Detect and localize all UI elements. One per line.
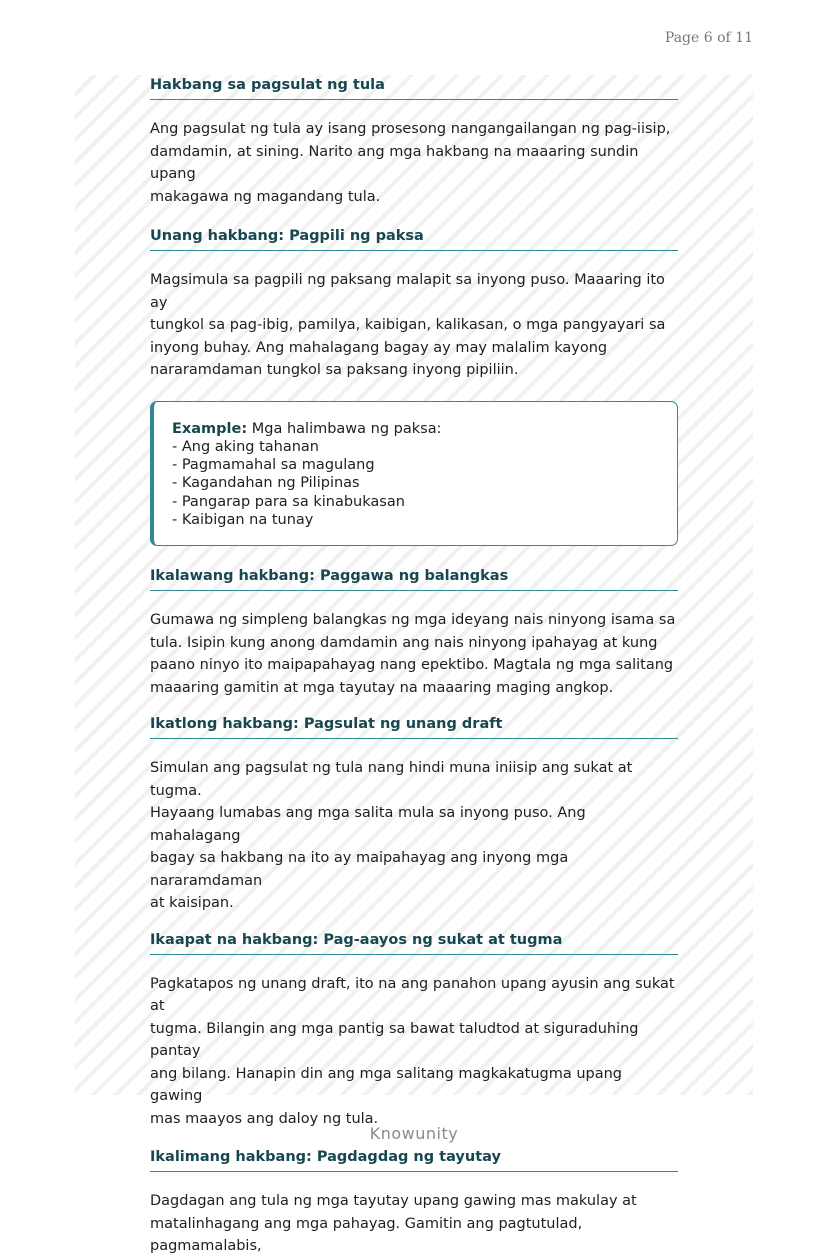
footer-brand: Knowunity (369, 1124, 459, 1143)
section-ikalimang-hakbang (150, 1146, 678, 1258)
section-paragraph (150, 118, 678, 208)
paragraph-line: damdamin, at sining. Narito ang mga hakbang na maaaring sundin upang (150, 143, 639, 182)
paragraph-line: tula. Isipin kung anong damdamin ang nais ninyong ipahayag at kung (150, 634, 658, 651)
section-paragraph (150, 1190, 678, 1258)
paragraph-line: Ang pagsulat ng tula ay isang prosesong nangangailangan ng pag-iisip, (150, 121, 671, 137)
section-ikalawang-hakbang (150, 565, 678, 699)
section-paragraph (150, 757, 678, 915)
paragraph-line: matalinhagang ang mga pahayag. Gamitin ang pagtutulad, pagmamalabis, (150, 1215, 583, 1255)
paragraph-line: mas maayos ang daloy ng tula. (150, 1110, 379, 1127)
example-item: - Kaibigan na tunay (172, 511, 314, 528)
paragraph-line: tugma. Bilangin ang mga pantig sa bawat taludtod at siguraduhing pantay (150, 1020, 639, 1060)
example-heading-line (172, 420, 659, 438)
example-item: - Ang aking tahanan (172, 438, 319, 455)
section-paragraph (150, 973, 678, 1131)
paragraph-line: maaaring gamitin at mga tayutay na maaaring maging angkop. (150, 679, 614, 696)
section-hakbang (150, 74, 678, 208)
section-heading: Ikatlong hakbang: Pagsulat ng unang draft (150, 713, 678, 739)
page-number: Page 6 of 11 (664, 30, 753, 46)
paragraph-line: at kaisipan. (150, 895, 234, 912)
paragraph-line: ang bilang. Hanapin din ang mga salitang magkakatugma upang gawing (150, 1065, 623, 1105)
example-label: Example: (172, 420, 248, 437)
paragraph-line: makagawa ng magandang tula. (150, 188, 381, 205)
paragraph-line: Simulan ang pagsulat ng tula nang hindi muna iniisip ang sukat at tugma. (150, 760, 633, 799)
paragraph-line: Magsimula sa pagpili ng paksang malapit sa inyong puso. Maaaring ito ay (150, 272, 665, 311)
section-ikatlong-hakbang (150, 713, 678, 915)
example-item: - Pangarap para sa kinabukasan (172, 493, 405, 510)
paragraph-line: Pagkatapos ng unang draft, ito na ang panahon upang ayusin ang sukat at (150, 975, 675, 1015)
paragraph-line: Dagdagan ang tula ng mga tayutay upang gawing mas makulay at (150, 1193, 637, 1210)
section-heading: Ikaapat na hakbang: Pag-aayos ng sukat at tugma (150, 929, 678, 955)
section-heading: Ikalimang hakbang: Pagdagdag ng tayutay (150, 1146, 678, 1172)
section-paragraph (150, 269, 678, 382)
example-intro: Mga halimbawa ng paksa: (251, 420, 442, 437)
paragraph-line: inyong buhay. Ang mahalagang bagay ay may malalim kayong (150, 339, 608, 356)
paragraph-line: Hayaang lumabas ang mga salita mula sa inyong puso. Ang mahalagang (150, 805, 586, 844)
example-item: - Pagmamahal sa magulang (172, 457, 375, 474)
example-callout (150, 401, 678, 547)
paragraph-line: Gumawa ng simpleng balangkas ng mga ideyang nais ninyong isama sa (150, 612, 676, 629)
document-content (150, 74, 678, 1258)
paragraph-line: bagay sa hakbang na ito ay maipahayag ang inyong mga nararamdaman (150, 850, 569, 889)
example-item: - Kagandahan ng Pilipinas (172, 475, 360, 492)
section-heading: Ikalawang hakbang: Paggawa ng balangkas (150, 565, 678, 591)
section-heading: Unang hakbang: Pagpili ng paksa (150, 225, 678, 251)
section-ikaapat-hakbang (150, 929, 678, 1131)
paragraph-line: nararamdaman tungkol sa paksang inyong pipiliin. (150, 362, 519, 378)
section-paragraph (150, 609, 678, 699)
section-unang-hakbang (150, 225, 678, 546)
paragraph-line: paano ninyo ito maipapahayag nang epektibo. Magtala ng mga salitang (150, 657, 674, 674)
paragraph-line: tungkol sa pag-ibig, pamilya, kaibigan, kalikasan, o mga pangyayari sa (150, 317, 666, 333)
section-heading: Hakbang sa pagsulat ng tula (150, 74, 678, 100)
